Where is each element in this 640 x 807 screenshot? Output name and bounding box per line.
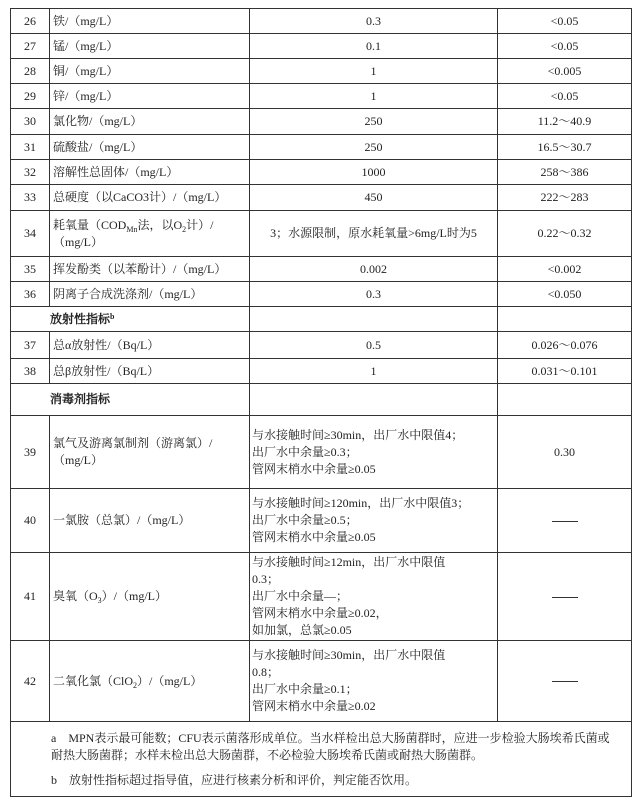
- reference-text: 258～386: [540, 164, 589, 179]
- item-name-text: 计）/（mg/L）: [53, 217, 214, 249]
- table-row: [11, 34, 632, 59]
- table-row: [11, 84, 632, 109]
- item-name: [50, 359, 250, 384]
- limit-line: 250: [364, 114, 383, 128]
- item-name-text: 锌/（mg/L）: [53, 88, 119, 103]
- item-name: [50, 109, 250, 135]
- section-title: [11, 384, 250, 416]
- item-name: [50, 9, 250, 34]
- item-number: 34: [11, 211, 50, 257]
- table-row: [11, 9, 632, 34]
- reference-text: <0.005: [547, 63, 582, 78]
- limit-line: 0.1: [366, 38, 381, 53]
- section-title: [11, 307, 250, 332]
- table-row: [11, 359, 632, 384]
- table-row: [11, 282, 632, 307]
- item-number: 29: [11, 84, 50, 109]
- limit-line: 3；水源限制，原水耗氧量>6mg/L时为5: [270, 226, 477, 240]
- limit-line: 管网末梢水中余量≥0.02: [252, 699, 376, 713]
- limit-line: 如加氯，总氯≥0.05: [252, 623, 352, 637]
- item-number: 36: [11, 282, 50, 307]
- table-row: [11, 641, 632, 722]
- item-name-text: 总β放射性/（Bq/L）: [53, 363, 160, 378]
- limit-line: 0.5: [366, 337, 381, 352]
- reference-value: [498, 416, 632, 489]
- reference-text: 0.031～0.101: [531, 363, 598, 378]
- limit-cell: [250, 384, 498, 416]
- limit-line: 0.3: [366, 13, 381, 28]
- limit-value: [250, 34, 498, 59]
- limit-value: [250, 553, 498, 641]
- item-number: 37: [11, 332, 50, 359]
- subscript: Mn: [126, 224, 138, 234]
- item-name-text: 氯化物/（mg/L）: [53, 114, 143, 128]
- reference-value: [498, 135, 632, 160]
- item-name-text: 阴离子合成洗涤剂/（mg/L）: [53, 286, 203, 301]
- reference-text: 0.026～0.076: [531, 337, 598, 352]
- item-name-text: 铁/（mg/L）: [53, 13, 119, 28]
- limit-line: 与水接触时间≥120min，出厂水中限值3；: [252, 496, 470, 510]
- limit-value: [250, 185, 498, 211]
- reference-value: [498, 109, 632, 135]
- limit-line: 1: [370, 88, 377, 103]
- reference-value: [498, 211, 632, 257]
- dash-mark: [552, 521, 578, 522]
- item-number: 30: [11, 109, 50, 135]
- item-name: [50, 211, 250, 257]
- limit-value: [250, 211, 498, 257]
- item-name: [50, 160, 250, 185]
- reference-text: 16.5～30.7: [537, 139, 592, 154]
- item-number: 27: [11, 34, 50, 59]
- table-row: [11, 185, 632, 211]
- limit-value: [250, 160, 498, 185]
- limit-line: 250: [364, 139, 383, 154]
- reference-text: <0.002: [547, 261, 582, 276]
- reference-value: [498, 185, 632, 211]
- limit-line: 0.002: [360, 261, 387, 276]
- reference-cell: [498, 384, 632, 416]
- item-name: [50, 489, 250, 553]
- reference-value: [498, 59, 632, 84]
- item-number: 26: [11, 9, 50, 34]
- item-number: 31: [11, 135, 50, 160]
- item-number: 28: [11, 59, 50, 84]
- table-row: [11, 332, 632, 359]
- limit-value: [250, 9, 498, 34]
- item-name-text: 挥发酚类（以苯酚计）/（mg/L）: [53, 261, 227, 276]
- reference-cell: [498, 307, 632, 332]
- dash-mark: [552, 597, 578, 598]
- reference-text: <0.05: [550, 13, 579, 28]
- reference-text: 11.2～40.9: [537, 114, 592, 128]
- table-row: [11, 59, 632, 84]
- item-name: [50, 59, 250, 84]
- item-number: 42: [11, 641, 50, 722]
- item-name: [50, 416, 250, 489]
- item-name-text: 一氯胺（总氯）/（mg/L）: [53, 513, 191, 527]
- reference-text: 222～283: [540, 190, 589, 204]
- limit-line: 450: [364, 190, 383, 204]
- item-name-text: 臭氧（O: [53, 589, 98, 603]
- footnote-row: [11, 722, 632, 797]
- subscript: 2: [182, 224, 187, 234]
- table-body: [11, 9, 632, 797]
- limit-value: [250, 359, 498, 384]
- reference-text: 0.30: [554, 444, 575, 459]
- item-number: 33: [11, 185, 50, 211]
- reference-value: [498, 257, 632, 282]
- reference-text: <0.050: [547, 286, 582, 301]
- limit-value: [250, 109, 498, 135]
- table-row: [11, 257, 632, 282]
- limit-line: 出厂水中余量≥0.1；: [252, 682, 358, 696]
- reference-text: 0.22～0.32: [537, 226, 592, 240]
- section-title-text: 放射性指标: [50, 311, 111, 326]
- limit-line: 0.8；: [252, 665, 280, 679]
- item-number: 35: [11, 257, 50, 282]
- item-number: 38: [11, 359, 50, 384]
- reference-text: <0.05: [550, 88, 579, 103]
- reference-value: [498, 641, 632, 722]
- table-row: [11, 553, 632, 641]
- footnote-b: b 放射性指标超过指导值，应进行核素分析和评价，判定能否饮用。: [51, 772, 418, 787]
- reference-value: [498, 553, 632, 641]
- reference-value: [498, 332, 632, 359]
- limit-value: [250, 332, 498, 359]
- item-name: [50, 641, 250, 722]
- item-name-text: 法，以O: [137, 217, 183, 232]
- limit-line: 管网末梢水中余量≥0.05: [252, 461, 376, 476]
- item-name-text: 锰/（mg/L）: [53, 38, 119, 53]
- dash-mark: [552, 681, 578, 682]
- reference-value: [498, 282, 632, 307]
- item-name: [50, 553, 250, 641]
- section-title-text: 消毒剂指标: [50, 392, 111, 406]
- limit-line: 出厂水中余量≥0.3；: [252, 444, 358, 459]
- item-number: 40: [11, 489, 50, 553]
- item-name-text: 铜/（mg/L）: [53, 63, 119, 78]
- subscript: 3: [97, 596, 102, 605]
- limit-line: 与水接触时间≥12min，出厂水中限值: [252, 555, 446, 569]
- subscript: 2: [133, 680, 138, 690]
- item-name-text: 硫酸盐/（mg/L）: [53, 139, 143, 154]
- reference-value: [498, 34, 632, 59]
- item-name-text: 总α放射性/（Bq/L）: [53, 337, 160, 352]
- footnote-a: a MPN表示最可能数；CFU表示菌落形成单位。当水样检出总大肠菌群时，应进一步检验大肠埃希氏菌或耐热大肠菌群；水样未检出总大肠菌群，不必检验大肠埃希氏菌或耐热大肠菌群。: [51, 730, 610, 762]
- item-name: [50, 332, 250, 359]
- item-number: 41: [11, 553, 50, 641]
- limit-value: [250, 416, 498, 489]
- table-row: [11, 160, 632, 185]
- table-row: [11, 416, 632, 489]
- item-name: [50, 282, 250, 307]
- reference-value: [498, 84, 632, 109]
- reference-value: [498, 359, 632, 384]
- item-number: 39: [11, 416, 50, 489]
- item-number: 32: [11, 160, 50, 185]
- limit-value: [250, 59, 498, 84]
- item-name: [50, 84, 250, 109]
- footnote-marker: b: [110, 311, 115, 321]
- section-header-row: [11, 307, 632, 332]
- item-name: [50, 34, 250, 59]
- limit-value: [250, 489, 498, 553]
- limit-line: 管网末梢水中余量≥0.05: [252, 530, 376, 544]
- limit-line: 0.3；: [252, 572, 280, 586]
- item-name-text: 溶解性总固体/（mg/L）: [53, 164, 179, 179]
- table-row: [11, 135, 632, 160]
- reference-text: <0.05: [550, 38, 579, 53]
- item-name-text: 总硬度（以CaCO3计）/（mg/L）: [53, 190, 227, 204]
- limit-value: [250, 282, 498, 307]
- limit-line: 1: [370, 63, 377, 78]
- limit-value: [250, 641, 498, 722]
- item-name-text: ）/（mg/L）: [101, 589, 168, 603]
- item-name-text: 耗氧量（COD: [53, 217, 127, 232]
- limit-line: 与水接触时间≥30min，出厂水中限值4；: [252, 427, 464, 442]
- limit-line: 0.3: [366, 286, 381, 301]
- limit-line: 管网末梢水中余量≥0.02，: [252, 606, 388, 620]
- item-name: [50, 257, 250, 282]
- item-name: [50, 135, 250, 160]
- limit-value: [250, 135, 498, 160]
- item-name-text: ）/（mg/L）: [137, 673, 203, 688]
- limit-cell: [250, 307, 498, 332]
- limit-line: 1000: [361, 164, 386, 179]
- limit-value: [250, 84, 498, 109]
- item-name-text: 氯气及游离氯制剂（游离氯）/（mg/L）: [53, 436, 213, 467]
- table-row: [11, 109, 632, 135]
- limit-line: 出厂水中余量—；: [252, 589, 349, 603]
- reference-value: [498, 160, 632, 185]
- table-row: [11, 211, 632, 257]
- item-name: [50, 185, 250, 211]
- water-quality-table: [10, 8, 632, 797]
- section-header-row: [11, 384, 632, 416]
- reference-value: [498, 489, 632, 553]
- limit-line: 1: [370, 363, 377, 378]
- limit-value: [250, 257, 498, 282]
- footnotes: [11, 722, 632, 797]
- reference-value: [498, 9, 632, 34]
- limit-line: 与水接触时间≥30min，出厂水中限值: [252, 648, 446, 662]
- table-row: [11, 489, 632, 553]
- item-name-text: 二氧化氯（ClO: [53, 673, 134, 688]
- limit-line: 出厂水中余量≥0.5；: [252, 513, 358, 527]
